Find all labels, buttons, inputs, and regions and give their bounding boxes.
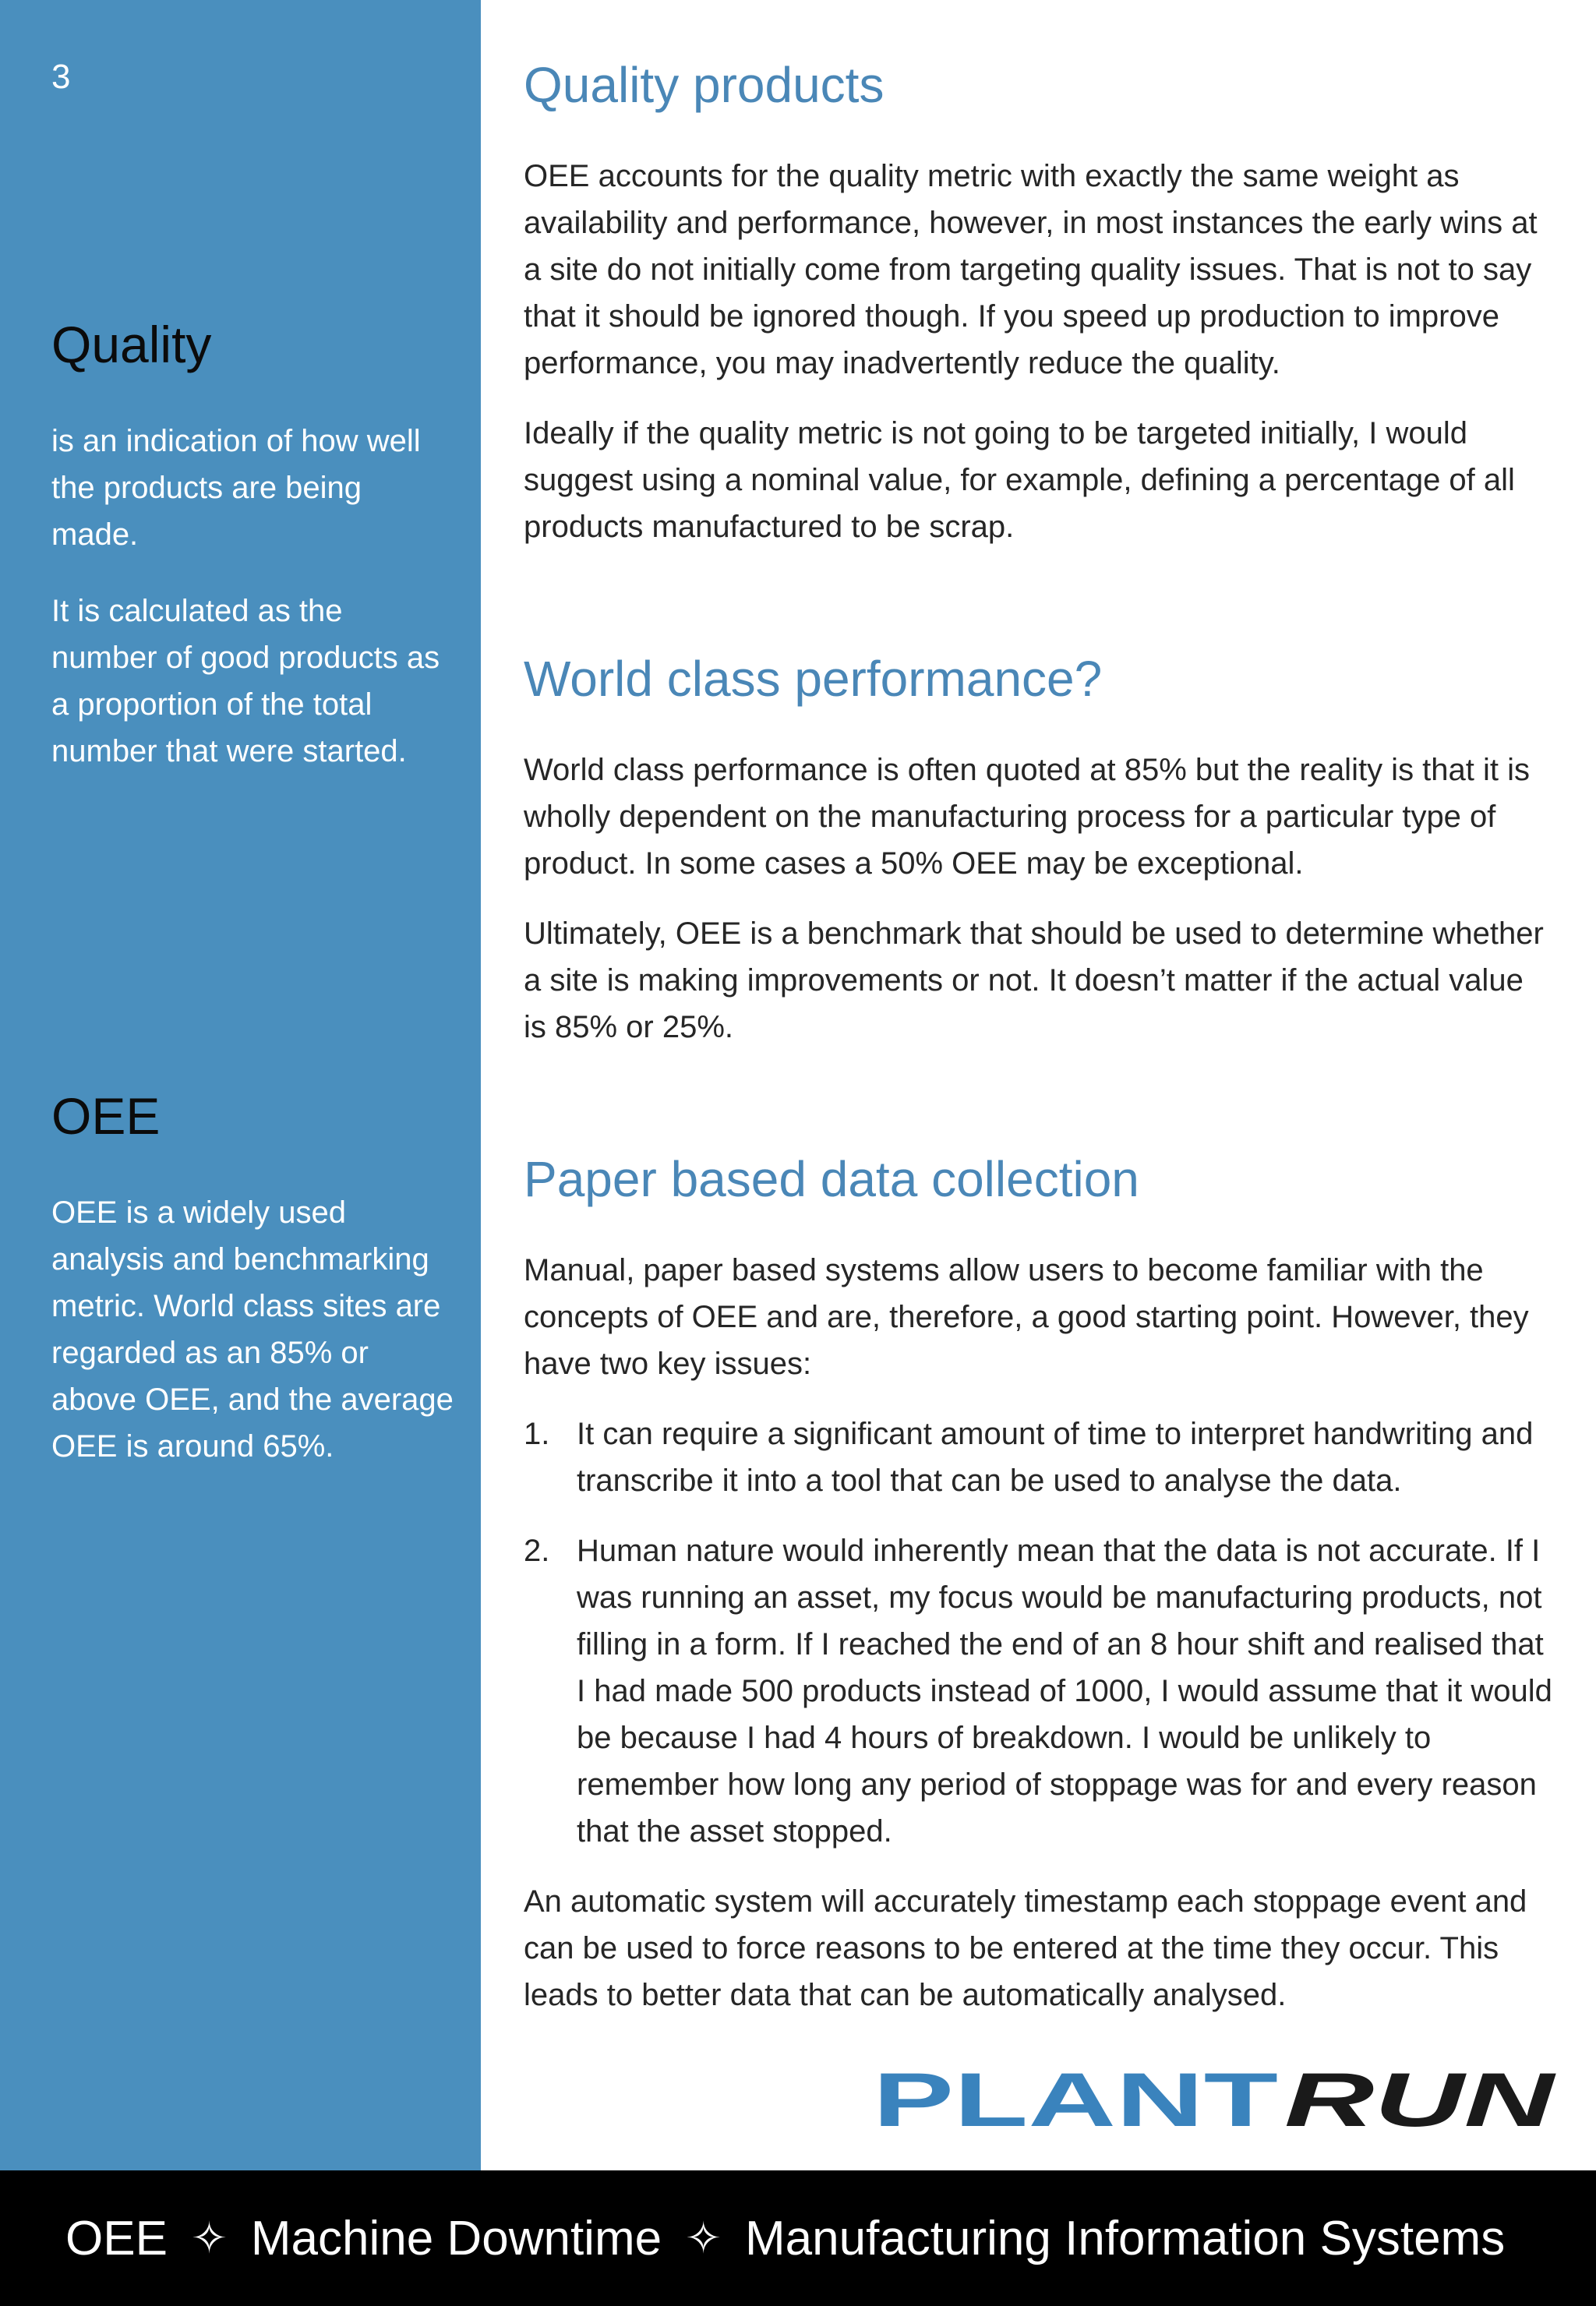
paper-based-heading: Paper based data collection <box>524 1151 1139 1207</box>
sidebar-oee-definition: OEE is a widely used analysis and benchmarking metric. World class sites are regarded as an 85% or above OEE, and the average OEE is around 65%. <box>51 1195 454 1464</box>
quality-products-paragraph: OEE accounts for the quality metric with exactly the same weight as availability and performance, however, in most instances the early wins at a site do not initially come from targeting quality issues. That is not to say that it should be ignored though. If you speed up production to improve performance, you may inadvertently reduce the quality. <box>524 159 1538 380</box>
world-class-body <box>524 747 1552 1074</box>
paper-based-intro: Manual, paper based systems allow users to become familiar with the concepts of OEE and are, therefore, a good starting point. However, they have two key issues: <box>524 1253 1529 1381</box>
footer-bar <box>0 2170 1596 2306</box>
sidebar-quality-heading: Quality <box>51 316 212 373</box>
footer-item-machine-downtime: Machine Downtime <box>250 2211 662 2265</box>
sidebar-quality-calculation: It is calculated as the number of good products as a proportion of the total number that were started. <box>51 594 440 768</box>
logo-run-text: RUN <box>1284 2064 1557 2134</box>
sidebar <box>0 0 481 2170</box>
list-item-number: 2. <box>524 1534 550 1568</box>
sidebar-oee-text <box>51 1189 457 1499</box>
paper-based-outro: An automatic system will accurately timestamp each stoppage event and can be used to force reasons to be entered at the time they occur. This leads to better data that can be automatically analysed. <box>524 1884 1527 2012</box>
quality-products-heading: Quality products <box>524 57 885 113</box>
sparkle-icon: ✧ <box>190 2213 228 2262</box>
world-class-paragraph: Ultimately, OEE is a benchmark that should be used to determine whether a site is making improvements or not. It doesn’t matter if the actual value is 85% or 25%. <box>524 916 1544 1044</box>
sidebar-quality-definition: is an indication of how well the products are being made. <box>51 424 421 552</box>
world-class-paragraph: World class performance is often quoted at 85% but the reality is that it is wholly dependent on the manufacturing process for a particular type of product. In some cases a 50% OEE may be exceptional. <box>524 753 1531 881</box>
quality-products-paragraph: Ideally if the quality metric is not going to be targeted initially, I would suggest using a nominal value, for example, defining a percentage of all products manufactured to be scrap. <box>524 416 1515 544</box>
list-item-text: It can require a significant amount of time to interpret handwriting and transcribe it into a tool that can be used to analyse the data. <box>577 1417 1534 1498</box>
issues-list <box>524 1411 1552 1855</box>
list-item-number: 1. <box>524 1417 550 1451</box>
footer-item-mis: Manufacturing Information Systems <box>745 2211 1506 2265</box>
world-class-heading: World class performance? <box>524 651 1103 707</box>
quality-products-body <box>524 153 1552 574</box>
paper-based-body <box>524 1247 1552 2042</box>
footer-item-oee: OEE <box>65 2211 168 2265</box>
logo-plant-text: PLANT <box>873 2064 1278 2134</box>
sidebar-quality-text <box>51 418 457 804</box>
list-item <box>524 1527 1552 1855</box>
list-item <box>524 1411 1552 1504</box>
plantrun-logo <box>873 2064 1559 2134</box>
sparkle-icon: ✧ <box>685 2213 722 2262</box>
page-number: 3 <box>51 58 71 96</box>
list-item-text: Human nature would inherently mean that the data is not accurate. If I was running an asset, my focus would be manufacturing products, not filling in a form. If I reached the end of an 8 hour shift and realised that I had made 500 products instead of 1000, I would assume that it would be because I had 4 hours of breakdown. I would be unlikely to remember how long any period of stoppage was for and every reason that the asset stopped. <box>577 1534 1552 1849</box>
sidebar-oee-heading: OEE <box>51 1087 161 1145</box>
